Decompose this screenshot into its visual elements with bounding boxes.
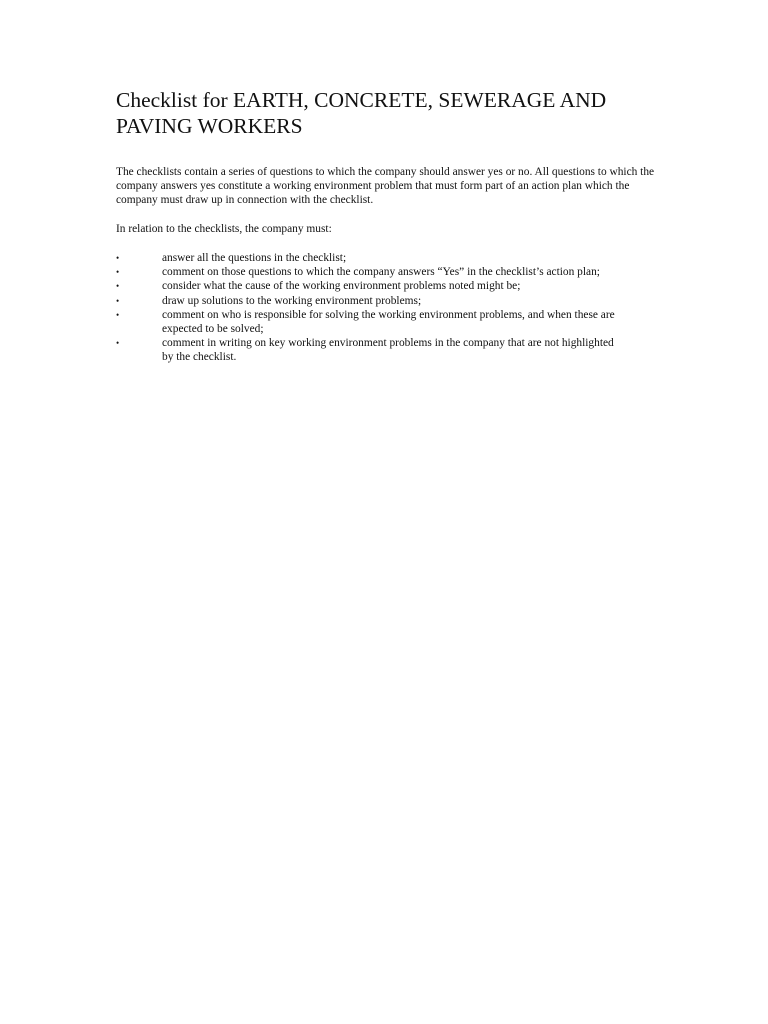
list-item — [116, 251, 661, 265]
bullet-icon: • — [116, 253, 120, 263]
intro-paragraph: The checklists contain a series of questions to which the company should answer yes or no. All questions to which the company answers yes constitute a working environment problem that must form part of an action plan which the company must draw up in connection with the checklist. — [116, 166, 655, 207]
bullet-icon: • — [116, 281, 120, 292]
list-item-text: draw up solutions to the working environment problems; — [162, 294, 422, 307]
list-item-text: answer all the questions in the checklist; — [162, 252, 347, 264]
list-item-text: consider what the cause of the working environment problems noted might be; — [162, 280, 521, 293]
list-item-text: comment on who is responsible for solving the working environment problems, and when these are expected to be solved; — [162, 308, 615, 336]
bullet-icon: • — [116, 295, 120, 306]
list-item — [116, 294, 661, 308]
list-item — [116, 279, 661, 293]
list-item-text: comment on those questions to which the company answers “Yes” in the checklist’s action plan; — [162, 266, 600, 279]
list-item-text: comment in writing on key working environment problems in the company that are not highlighted by the checklist. — [162, 337, 614, 364]
bullet-icon: • — [116, 338, 120, 349]
list-item — [116, 308, 661, 336]
list-item — [116, 265, 661, 279]
bullet-icon: • — [116, 267, 120, 278]
page-title: Checklist for EARTH, CONCRETE, SEWERAGE AND PAVING WORKERS — [116, 88, 607, 138]
list-lead-paragraph: In relation to the checklists, the company must: — [116, 223, 332, 235]
list-item — [116, 336, 661, 364]
bullet-icon: • — [116, 309, 120, 320]
requirements-list — [116, 251, 661, 365]
